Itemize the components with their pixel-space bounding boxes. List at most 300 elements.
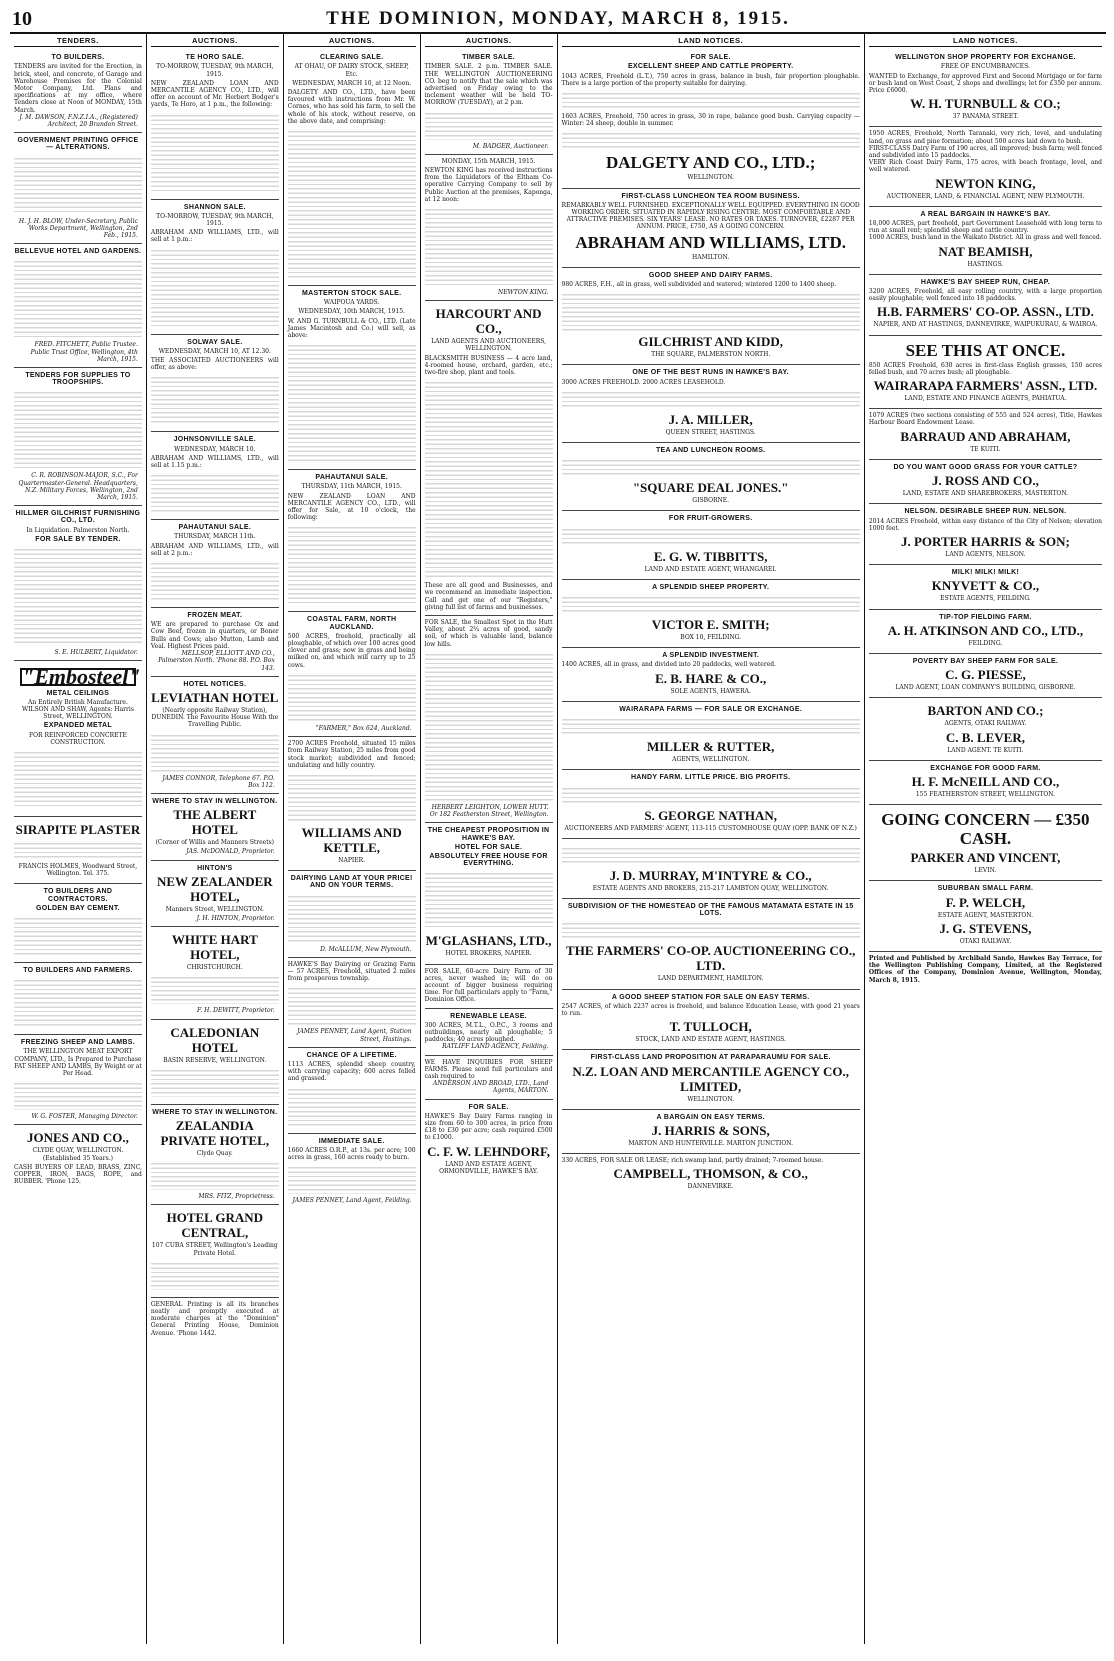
ad-date: WEDNESDAY, MARCH 10, at 12 Noon. (292, 79, 412, 87)
ad (562, 189, 860, 268)
ad-title-large: GOING CONCERN — £350 CASH. (881, 810, 1090, 849)
ad-subtitle: THURSDAY, 11th MARCH, 1915. (301, 483, 402, 491)
ad (151, 432, 279, 520)
ad-subtitle: NAPIER. (338, 856, 366, 864)
ad-title-large: WHITE HART HOTEL, (171, 932, 258, 963)
ad-subtitle: 107 CUBA STREET, Wellington's Leading Private Hotel. (151, 1242, 278, 1257)
ad-title: HOTEL NOTICES. (183, 680, 247, 688)
ad-body: 980 ACRES, F.H., all in grass, well subdivided and watered; wintered 1200 to 1400 sheep. (561, 281, 837, 289)
ad-title-large: J. A. MILLER, (668, 411, 753, 427)
ad-subtitle: LAND, ESTATE AND SHAREBROKERS, MASTERTON. (902, 490, 1069, 498)
text-block (14, 1080, 142, 1110)
text-block (151, 472, 279, 512)
ad-body: 300 ACRES, M.T.L., O.P.C., 3 rooms and outbuildings, nearly all ploughable; 5 paddocks; 40 acres ploughed. (424, 1021, 553, 1044)
ad-subtitle: FOR REINFORCED CONCRETE CONSTRUCTION. (28, 731, 127, 746)
ad (14, 244, 142, 368)
ad-title: A SPLENDID SHEEP PROPERTY. (652, 583, 770, 591)
ad-signature: JAS. McDONALD, Proprietor. (186, 848, 275, 856)
ad-signature: RATLIFF LAND AGENCY, Feilding. (442, 1043, 549, 1051)
ad (151, 927, 279, 1019)
text-block (151, 1260, 279, 1290)
ad (425, 616, 553, 823)
ad-signature: S. E. HULBERT, Liquidator. (54, 649, 138, 657)
ad-body: 18,000 ACRES, part freehold, part Government Leasehold with long term to run at small rent; splendid sheep and cattle country. (868, 220, 1102, 235)
text-block (562, 920, 860, 940)
text-block (425, 206, 553, 286)
ad-body: THE ASSOCIATED AUCTIONEERS will offer, as above: (150, 357, 279, 372)
ad-subtitle: Clyde Quay. (196, 1149, 233, 1157)
ad-signature: J. M. DAWSON, F.N.Z.I.A., (Registered) Architect, 20 Brandon Street. (19, 113, 138, 129)
ad-title: MILK! MILK! MILK! (951, 569, 1020, 577)
ad (151, 608, 279, 677)
ad (869, 127, 1102, 206)
ad (14, 133, 142, 244)
columns (10, 34, 1106, 1644)
column-auctions-2 (284, 34, 421, 1644)
ad-title: CHANCE OF A LIFETIME. (306, 1051, 397, 1059)
text-block (425, 870, 553, 930)
ad-title-large: CALEDONIAN HOTEL (170, 1024, 260, 1055)
ad-signature: D. McALLUM, New Plymouth. (320, 945, 412, 953)
ad-subtitle: CLYDE QUAY, WELLINGTON. (Established 35 Years.) (32, 1147, 124, 1162)
ad-title-large: KNYVETT & CO., (931, 578, 1040, 594)
ad-body: FOR SALE, the Smallest Spot in the Hutt Valley, about 2¾ acres of good, sandy soil, of which is valuable land, balance low hills. (424, 619, 553, 648)
ad-subtitle: THURSDAY, MARCH 11th. (174, 533, 256, 541)
ad-title-large: BARTON AND CO.; (927, 703, 1044, 719)
ad-body: 330 ACRES, FOR SALE OR LEASE; rich swamp land, partly drained; 7-roomed house. (561, 1157, 824, 1165)
text-block (14, 546, 142, 646)
ad (151, 520, 279, 608)
ad (288, 612, 416, 737)
ad-signature: W. G. FOSTER, Managing Director. (31, 1113, 138, 1121)
ad-title-large: NEW ZEALANDER HOTEL, (156, 873, 273, 904)
ad-subtitle: LAND AGENTS, NELSON. (945, 550, 1026, 558)
ad-subtitle: Manners Street, WELLINGTON. (165, 905, 264, 913)
ad-title-large: E. G. W. TIBBITTS, (653, 548, 768, 564)
ad (562, 443, 860, 511)
ad (151, 861, 279, 928)
ad-title-large: C. B. LEVER, (945, 729, 1025, 745)
ad-subtitle: HASTINGS. (967, 260, 1004, 268)
ad (562, 899, 860, 990)
ad-subtitle: GISBORNE. (692, 497, 730, 505)
ad-body: REMARKABLY WELL FURNISHED. EXCEPTIONALLY WELL EQUIPPED. EVERYTHING IN GOOD WORKING ORDER. SITUATED IN RAPIDLY RISING CENTRE. MOST COMFORTABLE AND ATTRACTIVE PREMISES. SIX YEARS' LEASE. NO RATES OR TAXES. TURNOVER, £2287 PER ANNUM. PRICE, £750, AS A GOING CONCERN. (561, 201, 860, 231)
ad-title: FIRST-CLASS LUNCHEON TEA ROOM BUSINESS. (621, 192, 800, 200)
section-heading: AUCTIONS. (288, 36, 416, 47)
ad (869, 275, 1102, 336)
ad (288, 871, 416, 958)
ad-date: WEDNESDAY, 10th MARCH, 1915. (298, 308, 405, 316)
ad (562, 1110, 860, 1154)
ad-title-large: DALGETY AND CO., LTD.; (605, 153, 816, 173)
ad-body: ABRAHAM AND WILLIAMS, LTD., will sell at 1.15 p.m.: (150, 454, 279, 470)
ad (288, 1048, 416, 1134)
section-heading: LAND NOTICES. (562, 36, 860, 47)
ad-body: CASH BUYERS OF LEAD, BRASS, ZINC, COPPER, IRON, BAGS, ROPE, and RUBBER. 'Phone 125. (14, 1163, 142, 1186)
section-heading: AUCTIONS. (151, 36, 279, 47)
ad-title-large: SEE THIS AT ONCE. (905, 340, 1066, 360)
ad-title: HILLMER GILCHRIST FURNISHING CO., LTD. (15, 510, 141, 525)
ad-subtitle: HOTEL BROKERS, NAPIER. (445, 950, 532, 958)
ad (869, 805, 1102, 881)
ad (425, 965, 553, 1009)
ad-title-large: S. GEORGE NATHAN, (644, 807, 778, 823)
ad-title-large: NAT BEAMISH, (938, 243, 1033, 259)
ad-signature: MELLSOP, ELLIOTT AND CO., Palmerston North. 'Phone 88. P.O. Box 143. (158, 650, 275, 672)
ad (562, 702, 860, 770)
ad-title-large: THE FARMERS' CO-OP. AUCTIONEERING CO., LTD. (566, 943, 856, 974)
ad (869, 761, 1102, 805)
ad-subtitle: THE SQUARE, PALMERSTON NORTH. (651, 351, 771, 359)
masthead-title: THE DOMINION, MONDAY, MARCH 8, 1915. (326, 8, 790, 29)
text-block (562, 785, 860, 805)
ad-title: IMMEDIATE SALE. (318, 1137, 385, 1145)
ad (151, 200, 279, 335)
ad (14, 817, 142, 884)
ad (288, 470, 416, 612)
ad-title: GOLDEN BAY CEMENT. (35, 904, 120, 912)
masthead (10, 6, 1106, 34)
ad-title-large: F. P. WELCH, (945, 894, 1026, 910)
ad (151, 1020, 279, 1105)
ad-title: SUBURBAN SMALL FARM. (937, 885, 1034, 893)
ad-subtitle: AGENTS, OTAKI RAILWAY. (944, 720, 1027, 728)
ad (562, 1050, 860, 1109)
ad-signature: NEWTON KING. (498, 289, 549, 297)
ad-subtitle: WEDNESDAY, MARCH 10, AT 12.30. (158, 347, 271, 355)
ad (151, 1105, 279, 1206)
ad-subtitle: BASIN RESERVE, WELLINGTON. (163, 1056, 267, 1064)
ad-title-large: M'GLASHANS, LTD., (425, 933, 552, 949)
ad-body: 3200 ACRES, Freehold, all easy rolling country, with a large proportion easily ploughable; well fenced into 18 paddocks. (868, 288, 1102, 303)
ad-title-large: SIRAPITE PLASTER (15, 821, 141, 837)
ad (869, 207, 1102, 275)
ad-body: 500 ACRES, freehold, practically all ploughable, of which over 100 acres good clover and grass; now in grass and being milked on, and which will carry up to 25 cows. (287, 632, 416, 669)
ad-body: HAWKE'S Bay Dairying or Grazing Farm — 57 ACRES, Freehold, situated 2 miles from prosperous township. (287, 960, 416, 983)
text-block (288, 524, 416, 604)
ad-title: BELLEVUE HOTEL AND GARDENS. (14, 248, 142, 256)
column-auctions-3 (421, 34, 558, 1644)
ad-subtitle: FEILDING. (968, 639, 1003, 647)
ad (425, 1100, 553, 1181)
ad (151, 335, 279, 433)
ad-body: 1079 ACRES (two sections consisting of 555 and 524 acres), Title, Hawkes Harbour Board Endowment Lease. (868, 412, 1102, 427)
text-block (562, 845, 860, 865)
ad-title: SUBDIVISION OF THE HOMESTEAD OF THE FAMOUS MATAMATA ESTATE IN 15 LOTS. (567, 902, 854, 918)
text-block (151, 374, 279, 424)
ad-title: A REAL BARGAIN IN HAWKE'S BAY. (920, 210, 1051, 218)
text-block (562, 90, 860, 110)
text-block (288, 893, 416, 943)
text-block (151, 732, 279, 772)
ad-subtitle: TE KUITI. (970, 445, 1001, 453)
ad-subtitle: NAPIER, AND AT HASTINGS, DANNEVIRKE, WAIPUKURAU, & WAIROA. (873, 321, 1098, 329)
ad (14, 661, 142, 817)
ad-body: NEW ZEALAND LOAN AND MERCANTILE AGENCY CO., LTD., will offer on account of Mr. Herbert Bodger's yards, Te Horo, at 1 p.m., the following: (150, 79, 279, 109)
ad-title-large: HARCOURT AND CO., (435, 306, 542, 337)
ad (288, 50, 416, 286)
ad-subtitle: TO-MORROW, TUESDAY, 9th MARCH, 1915. (156, 212, 274, 228)
ad-body: NEW ZEALAND LOAN AND MERCANTILE AGENCY CO., LTD., will offer for Sale, at 10 o'clock, the following: (287, 492, 416, 522)
ad-title-large: GILCHRIST AND KIDD, (638, 334, 783, 350)
ad-title: SOLWAY SALE. (187, 338, 243, 346)
ad-title-large: CAMPBELL, THOMSON, & CO., (613, 1166, 808, 1182)
text-block (14, 258, 142, 338)
ad-title-large: JONES AND CO., (27, 1130, 129, 1146)
ad-subtitle: In Liquidation. Palmerston North. (26, 526, 130, 534)
text-block (151, 1160, 279, 1190)
ad-title: A SPLENDID INVESTMENT. (662, 652, 760, 660)
ad-subtitle: LAND, ESTATE AND FINANCE AGENTS, PAHIATUA. (904, 395, 1067, 403)
ad-title: THE CHEAPEST PROPOSITION IN HAWKE'S BAY. (427, 827, 550, 842)
ad-signature: JAMES PENNEY, Land Agent, Station Street, Hastings. (297, 1028, 412, 1043)
ad-title-large: WILLIAMS AND KETTLE, (301, 824, 402, 855)
ad-title: EXCELLENT SHEEP AND CATTLE PROPERTY. (627, 63, 794, 71)
ad-subtitle: LAND AGENTS AND AUCTIONEERS, WELLINGTON. (431, 338, 547, 353)
section-heading: LAND NOTICES. (869, 36, 1102, 47)
ad-title: HINTON'S (197, 864, 233, 872)
ad-title-large: ZEALANDIA PRIVATE HOTEL, (160, 1117, 270, 1148)
ad (562, 990, 860, 1051)
ad-title: NELSON. DESIRABLE SHEEP RUN. NELSON. (904, 508, 1067, 516)
ad-title-large: E. B. HARE & CO., (655, 670, 767, 686)
ad-title: WHERE TO STAY IN WELLINGTON. (152, 1108, 278, 1116)
ad (14, 963, 142, 1035)
text-block (151, 247, 279, 327)
ad-subtitle: (Nearly opposite Railway Station), DUNEDIN. The Favourite House With the Travelling Public. (151, 706, 279, 729)
ad-body: 1043 ACRES, Freehold (L.T.), 750 acres in grass, balance in bush, fair proportion ploughable. There is a large portion of the property suitable for dairying. (561, 72, 860, 87)
ad-signature: H. J. H. BLOW, Under-Secretary, Public Works Department, Wellington, 2nd Feb., 1915. (18, 217, 138, 240)
ad-body: These are all good and Businesses, and we recommend an immediate inspection. Call and get one of our "Registers," giving full list of farms and businesses. (424, 582, 553, 611)
ad-subtitle: OTAKI RAILWAY. (959, 937, 1012, 945)
ad-body: 1603 ACRES, Freehold, 750 acres in grass, 30 in rape, balance good bush. Carrying capacity — Winter: 24 sheep, double in summer. (561, 113, 860, 128)
column-auctions-1 (147, 34, 284, 1644)
ad-title-large: BARRAUD AND ABRAHAM, (900, 428, 1071, 444)
ad (425, 50, 553, 155)
ad-signature: JAMES PENNEY, Land Agent, Feilding. (292, 1197, 412, 1205)
page-number: 10 (12, 8, 32, 30)
ad-title-large: ABRAHAM AND WILLIAMS, LTD. (575, 232, 846, 252)
text-block (151, 1067, 279, 1097)
text-block (562, 716, 860, 736)
text-block (288, 1086, 416, 1126)
ad-title-large: H.B. FARMERS' CO-OP. ASSN., LTD. (876, 304, 1094, 320)
ad-body: VERY Rich Coast Dairy Farm, 175 acres, with beach frontage, level, and well watered. (868, 159, 1102, 174)
ad (14, 1035, 142, 1125)
ad-body: 1000 ACRES, bush land in the Waikato District. All in grass and well fenced. (868, 234, 1102, 242)
text-block (425, 651, 553, 801)
ad-subtitle: STOCK, LAND AND ESTATE AGENT, HASTINGS. (635, 1036, 786, 1044)
ad-signature: M. BADGER, Auctioneer. (472, 142, 549, 150)
ad-title: HANDY FARM. LITTLE PRICE. BIG PROFITS. (630, 774, 791, 782)
text-block (14, 915, 142, 955)
ad-title: WELLINGTON SHOP PROPERTY FOR EXCHANGE. (895, 54, 1076, 62)
ad-title-large: PARKER AND VINCENT, (910, 850, 1061, 866)
ad-title-large: T. TULLOCH, (669, 1019, 752, 1035)
ad (151, 1298, 279, 1341)
ad-title-large: C. F. W. LEHNDORF, (427, 1143, 551, 1159)
text-block (14, 749, 142, 809)
ad-title: HOTEL FOR SALE. (454, 843, 523, 851)
ad (288, 958, 416, 1048)
ad-subtitle: HAMILTON. (692, 253, 730, 261)
ad-subtitle: QUEEN STREET, HASTINGS. (665, 428, 756, 436)
ad (869, 610, 1102, 654)
text-block (562, 594, 860, 614)
text-block (14, 389, 142, 469)
ad (425, 1056, 553, 1100)
column-land-notices-2 (865, 34, 1106, 1644)
section-heading: TENDERS. (14, 36, 142, 47)
ad-title: HAWKE'S BAY SHEEP RUN, CHEAP. (920, 278, 1050, 286)
ad (869, 565, 1102, 609)
text-block (288, 772, 416, 822)
ad-title: TIP-TOP FIELDING FARM. (939, 613, 1032, 621)
text-block (288, 342, 416, 462)
ad-subtitle: DANNEVIRKE. (687, 1183, 734, 1191)
ad-signature: C. R. ROBINSON-MAJOR, S.C., For Quartermaster-General. Headquarters, N.Z. Military Forces, Wellington, 2nd March, 1915. (18, 472, 138, 502)
ad-title: PAHAUTANUI SALE. (178, 524, 252, 532)
ad (562, 1154, 860, 1196)
ad-title: ABSOLUTELY FREE HOUSE FOR EVERYTHING. (429, 852, 548, 868)
ad-title-large: "SQUARE DEAL JONES." (632, 480, 789, 496)
ad-signature: F. H. DEWITT, Proprietor. (197, 1007, 275, 1015)
ad-body: THE WELLINGTON MEAT EXPORT COMPANY, LTD., Is Prepared to Purchase FAT SHEEP AND LAMBS, By Weight or at Per Head. (14, 1048, 142, 1077)
column-tenders (10, 34, 147, 1644)
text-block (288, 985, 416, 1025)
ad (869, 654, 1102, 698)
text-block (562, 291, 860, 331)
ad-subtitle: AT OHAU, OF DAIRY STOCK, SHEEP, Etc. (294, 63, 409, 78)
ad (869, 698, 1102, 760)
ad (151, 50, 279, 199)
ad-subtitle: 155 FEATHERSTON STREET, WELLINGTON. (915, 790, 1056, 798)
ad-title: FOR SALE. (468, 1103, 509, 1111)
ad (14, 368, 142, 506)
ad-title: SHANNON SALE. (183, 203, 246, 211)
ad-title: GOVERNMENT PRINTING OFFICE — ALTERATIONS. (17, 137, 139, 152)
ad-title: TO BUILDERS. (51, 54, 105, 62)
ad-title-large: W. H. TURNBULL & CO.; (910, 96, 1061, 112)
ad-body: 1113 ACRES, splendid sheep country, with carrying capacity; 600 acres felled and grassed. (287, 1060, 416, 1083)
ad (151, 677, 279, 794)
ad-title: RENEWABLE LEASE. (450, 1012, 527, 1020)
ad (869, 881, 1102, 952)
ad-body: TIMBER SALE. 2 p.m. TIMBER SALE. THE WELLINGTON AUCTIONEERING CO. beg to notify that the sale which was advertised on Friday owing to the inclement weather will be held TO-MORROW (TUESDAY), at 2 p.m. (424, 63, 553, 107)
ad-body: 2014 ACRES Freehold, within easy distance of the City of Nelson; elevation 1000 feet. (868, 517, 1102, 532)
ad-title-large: VICTOR E. SMITH; (651, 617, 770, 633)
ad-body: GENERAL Printing is all its branches neatly and promptly executed at moderate charges at the "Dominion" General Printing House, Dominion Avenue. 'Phone 1442. (150, 1300, 279, 1337)
ad-body: NEWTON KING has received instructions from the Liquidators of the Eltham Co-operative Carrying Company to sell by Public Auction at the premises, Kaponga, at 12 noon: (424, 167, 553, 203)
ad-subtitle: AUCTIONEER, LAND, & FINANCIAL AGENT, NEW PLYMOUTH. (886, 192, 1085, 200)
ad-title: EXCHANGE FOR GOOD FARM. (930, 764, 1041, 772)
ad-title-large: LEVIATHAN HOTEL (151, 689, 279, 705)
ad-subtitle: LAND AND ESTATE AGENT, ORMONDVILLE, HAWKE'S BAY. (439, 1160, 539, 1175)
ad-subtitle: AUCTIONEERS AND FARMERS' AGENT, 113-115 CUSTOMHOUSE QUAY (OPP. BANK OF N.Z.) (564, 824, 857, 832)
ad-subtitle: (Corner of Willis and Manners Streets) (155, 839, 275, 847)
ad-title-large: WAIRARAPA FARMERS' ASSN., LTD. (873, 378, 1098, 394)
ad (562, 268, 860, 366)
ad-body: FIRST-CLASS Dairy Farm of 190 acres, all improved; bush farm; well fenced and subdivided into 15 paddocks. (868, 144, 1102, 160)
ad-signature: FRANCIS HOLMES, Woodward Street, Wellington. Tel. 375. (18, 862, 138, 878)
ad-title: TO BUILDERS AND FARMERS. (23, 966, 133, 974)
text-block (425, 379, 553, 579)
ad-subtitle: WEDNESDAY, MARCH 10. (174, 445, 256, 453)
ad-title: GOOD SHEEP AND DAIRY FARMS. (648, 271, 773, 279)
ad-signature: "FARMER," Box 624, Auckland. (315, 724, 412, 732)
ad-body: 3000 ACRES FREEHOLD. 2000 ACRES LEASEHOLD. (561, 378, 726, 386)
ad-body: ABRAHAM AND WILLIAMS, LTD., will sell at 1 p.m.: (150, 229, 279, 244)
ad-signature: HERBERT LEIGHTON, LOWER HUTT. Or 182 Featherston Street, Wellington. (429, 803, 549, 819)
ad (869, 460, 1102, 504)
ad-body: FOR SALE, 60-acre Dairy Farm of 30 acres, never washed in; will do on account of bigger business requiring time. For full particulars apply to "Farm," Dominion Office. (424, 967, 553, 1004)
text-block (14, 977, 142, 1027)
ad-body: 850 ACRES Freehold, 630 acres in first-class English grasses, 150 acres felled bush, and 70 acres bush; all ploughable. (868, 361, 1102, 376)
ad-title: FREEZING SHEEP AND LAMBS. (20, 1039, 135, 1047)
text-block (288, 672, 416, 722)
ad (869, 409, 1102, 460)
ad-body: HAWKE'S Bay Dairy Farms ranging in size from 60 to 300 acres, in price from £18 to £30 per acre; cash required £500 to £1000. (424, 1112, 553, 1142)
ad-signature: ANDERSON AND BROAD, LTD., Land Agents, MARTON. (433, 1080, 549, 1095)
ad-title-large: N.Z. LOAN AND MERCANTILE AGENCY CO., LIMITED, (572, 1063, 849, 1094)
ad-title: TEA AND LUNCHEON ROOMS. (655, 447, 766, 455)
ad-title-large: NEWTON KING, (935, 175, 1036, 191)
ad-subtitle: AGENTS, WELLINGTON. (672, 756, 750, 764)
ad-subtitle: ESTATE AGENT, MASTERTON. (937, 911, 1034, 919)
ad-subtitle: TO-MORROW, TUESDAY, 9th MARCH, 1915. (156, 63, 274, 78)
ad-title: FOR SALE. (690, 54, 731, 62)
ad (151, 794, 279, 861)
text-block (288, 1164, 416, 1194)
ad-body: 1400 ACRES, all in grass, and divided into 20 paddocks, well watered. (561, 661, 777, 669)
ad-subtitle: MONDAY, 15th MARCH, 1915. (441, 157, 536, 165)
ad-title: FOR SALE BY TENDER. (35, 535, 121, 543)
ad-title-large: J. D. MURRAY, M'INTYRE & CO., (609, 867, 812, 883)
ad-title: CLEARING SALE. (320, 54, 384, 62)
ad (14, 506, 142, 661)
ad-title: PAHAUTANUI SALE. (315, 474, 388, 482)
ad-body: WANTED to Exchange, for approved First and Second Mortgage or for farm or bush land on West Coast, 2 shops and dwellings; let for £350 per annum. Price £6000. (868, 72, 1102, 95)
ad-title: COASTAL FARM, NORTH AUCKLAND. (306, 616, 397, 631)
ad-subtitle: CHRISTCHURCH. (186, 964, 243, 972)
ad (288, 1134, 416, 1209)
ad (869, 336, 1102, 410)
ad-title: TE HORO SALE. (185, 54, 244, 62)
ad (288, 737, 416, 871)
ad (425, 155, 553, 301)
ad-body: TENDERS are invited for the Erection, in brick, steel, and concrete, of Garage and Warehouse Premises for the Colonial Motor Company, Ltd. Plans and specifications at my office, where Tenders close at Noon of MONDAY, 15th March. (14, 63, 142, 114)
ad-title: A GOOD SHEEP STATION FOR SALE ON EASY TERMS. (611, 993, 810, 1001)
ad (562, 648, 860, 702)
ad (562, 839, 860, 899)
ad-signature: J. H. HINTON, Proprietor. (196, 914, 275, 922)
ad-body: 1950 ACRES, Freehold, North Taranaki, very rich, level, and undulating land, on grass and pine formation; about 500 acres laid down to bush. (868, 130, 1102, 145)
ad-title-large: THE ALBERT HOTEL (173, 807, 257, 838)
ad-title: WHERE TO STAY IN WELLINGTON. (152, 797, 278, 805)
ad-title: WAIRARAPA FARMS — FOR SALE OR EXCHANGE. (619, 705, 803, 713)
ad-title: A BARGAIN ON EASY TERMS. (656, 1113, 765, 1121)
ad-signature: JAMES CONNOR, Telephone 67. P.O. Box 112. (162, 774, 275, 789)
ad (869, 504, 1102, 565)
ad-body: 2547 ACRES, of which 2237 acres is freehold, and balance Education Lease, with good 21 years to run. (561, 1002, 860, 1017)
text-block (151, 112, 279, 192)
ad-subtitle: FREE OF ENCUMBRANCES. (940, 63, 1030, 71)
ad-title-large: J. G. STEVENS, (939, 920, 1032, 936)
ad-title-large: J. HARRIS & SONS, (651, 1122, 770, 1138)
text-block (151, 560, 279, 600)
ad-title: POVERTY BAY SHEEP FARM FOR SALE. (912, 657, 1059, 665)
ad (425, 301, 553, 616)
